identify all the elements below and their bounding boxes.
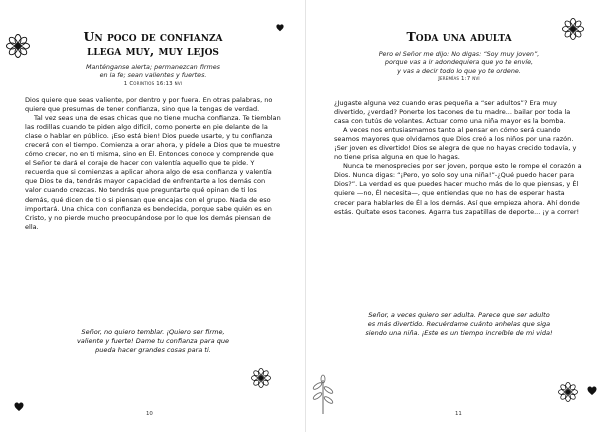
verse-line: Pero el Señor me dijo: No digas: “Soy muy joven”,: [378, 50, 540, 58]
paragraph: ¿Jugaste alguna vez cuando eras pequeña a “ser adultos”? Era muy divertido, ¿verdad? Ponerte los tacones de tu madre... bailar por toda la casa con tutús de volantes. Actuar como una niña mayor es la bomba.: [334, 99, 571, 126]
daisy-flower-icon: [6, 34, 30, 58]
prayer-line: Señor, a veces quiero ser adulta. Parece que ser adulto: [368, 311, 550, 319]
verse-line: porque vas a ir adondequiera que yo te envíe,: [384, 58, 534, 67]
paragraph: A veces nos entusiasmamos tanto al pensar en cómo será cuando seamos mayores que olvidamos que Dios creó a los niños por una razón. ¡Ser joven es divertido! Dios se alegra de que no hayas crecido todavía, y no tiene prisa alguna en que lo hagas.: [334, 126, 577, 162]
heart-icon: [587, 386, 597, 396]
verse-reference: 1 Corintios 16:13 nvi: [123, 80, 183, 87]
page-title-line1: Un poco de confianza: [83, 29, 223, 44]
heart-icon: [276, 24, 284, 32]
verse-line: y vas a decir todo lo que yo te ordene.: [397, 66, 521, 75]
page-number: 10: [146, 411, 153, 417]
page-number: 11: [455, 411, 462, 417]
devotional-body: [334, 99, 586, 217]
prayer: [30, 328, 276, 355]
bible-verse: [326, 50, 592, 84]
prayer-line: Señor, no quiero temblar. ¡Quiero ser firme,: [81, 328, 225, 336]
prayer-line: valiente y fuerte! Dame tu confianza para que: [76, 337, 230, 346]
verse-line: en la fe; sean valientes y fuertes.: [99, 71, 207, 80]
page-title-line2: llega muy, muy lejos: [87, 43, 219, 58]
prayer-line: es más divertido. Recuérdame cuánto anhelas que siga: [367, 320, 551, 329]
verse-line: Manténganse alerta; permanezcan firmes: [86, 63, 220, 71]
paragraph: Dios quiere que seas valiente, por dentro y por fuera. En otras palabras, no quiere que presumas de tener confianza, sino que la tengas de verdad.: [25, 96, 273, 114]
devotional-body: [25, 96, 281, 232]
daisy-flower-icon: [558, 382, 578, 402]
right-page: [306, 0, 612, 432]
bible-verse: [40, 63, 266, 88]
paragraph: Nunca te menosprecies por ser joven, porque esto le rompe el corazón a Dios. Nunca digas: “¡Pero, yo solo soy una niña!”-¿Qué puedo hacer para Dios?”. La verdad es que puedes hacer mucho más de lo que piensas, y Él quiere —no, Él necesita—, que entiendas que no has de esperar hasta crecer para hablarles de Él a los demás. Así que empieza ahora. Ahí donde estás. Quítate esos tacones. Agarra tus zapatillas de deporte... ¡y a correr!: [334, 162, 582, 216]
prayer-line: pueda hacer grandes cosas para ti.: [95, 346, 211, 355]
prayer-line: siendo una niña. ¡Este es un tiempo increíble de mi vida!: [365, 329, 553, 338]
prayer: [328, 311, 590, 338]
daisy-flower-icon: [251, 368, 271, 388]
leaf-sprig-icon: [310, 374, 336, 414]
verse-reference: Jeremías 1:7 nvi: [438, 76, 480, 83]
heart-icon: [14, 402, 24, 412]
page-title: Toda una adulta: [406, 29, 512, 44]
paragraph: Tal vez seas una de esas chicas que no tiene mucha confianza. Te tiemblan las rodillas cuando te piden algo difícil, como ponerte en pie delante de la clase o hablar en público. ¡Eso está bien! Dios puede usarte, y tu confianza crecerá con el tiempo. Comienza a orar ahora, y pídele a Dios que te muestre cómo crecer, no en ti misma, sino en Él. Entonces conoce y comprende que el Señor te dará el coraje de hacer con valentía aquello que te pide. Y recuerda que si comienzas a aplicar ahora algo de esa confianza y valentía que Dios te da, tendrás mayor capacidad de enfrentarte a los demás con valor cuando crezcas. No tendrás que preguntarte qué opinan de ti los demás, qué dicen de ti o si piensan que encajas con el grupo. Nada de eso importará. Una chica con confianza es bendecida, porque sabe quién es en Cristo, y no pierde mucho preocupándose por lo que los demás piensan de ella.: [25, 114, 281, 231]
